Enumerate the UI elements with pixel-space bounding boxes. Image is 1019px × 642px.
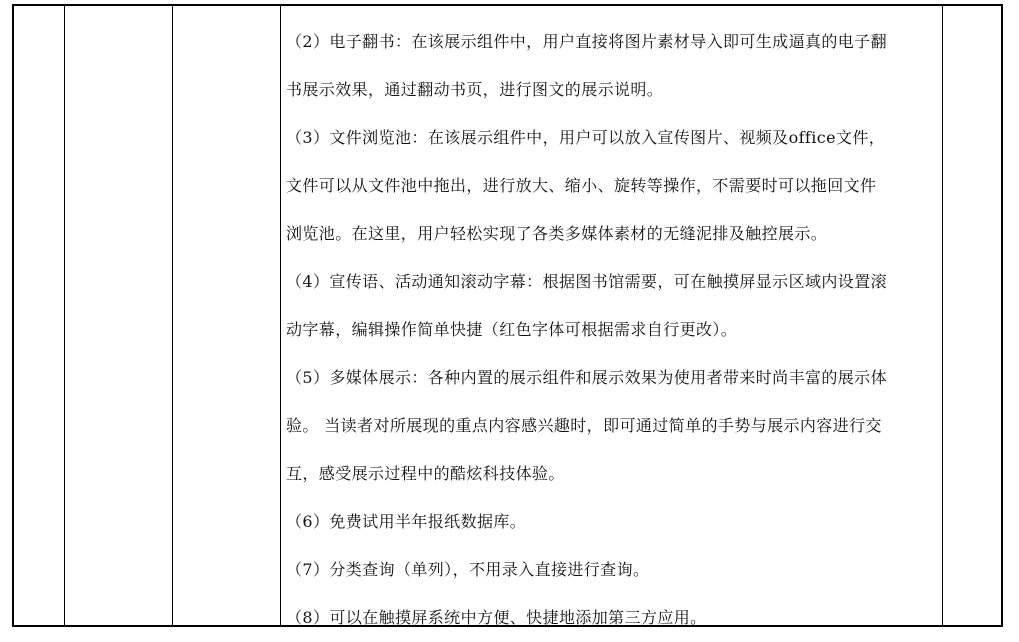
text-line: 互，感受展示过程中的酷炫科技体验。 [286,464,565,483]
text-line: （7）分类查询（单列），不用录入直接进行查询。 [286,560,650,579]
text-line: 书展示效果，通过翻动书页，进行图文的展示说明。 [286,80,664,99]
text-line: （2）电子翻书：在该展示组件中，用户直接将图片素材导入即可生成逼真的电子翻 [286,32,887,51]
text-line: （3）文件浏览池：在该展示组件中，用户可以放入宣传图片、视频及office文件， [286,128,886,147]
text-line: 文件可以从文件池中拖出，进行放大、缩小、旋转等操作，不需要时可以拖回文件 [286,176,877,195]
text-line: （8）可以在触摸屏系统中方便、快捷地添加第三方应用。 [286,608,707,627]
text-line: （4）宣传语、活动通知滚动字幕：根据图书馆需要，可在触摸屏显示区域内设置滚 [286,272,887,291]
text-line: 验。 当读者对所展现的重点内容感兴趣时，即可通过简单的手势与展示内容进行交 [286,416,882,435]
text-line: （6）免费试用半年报纸数据库。 [286,512,527,531]
text-line: （5）多媒体展示：各种内置的展示组件和展示效果为使用者带来时尚丰富的展示体 [286,368,887,387]
column-divider-3 [280,6,281,625]
text-line: 浏览池。在这里，用户轻松实现了各类多媒体素材的无缝泥排及触控展示。 [286,224,828,243]
column-divider-1 [64,6,65,625]
spec-table [12,4,1003,627]
text-line: 动字幕，编辑操作简单快捷（红色字体可根据需求自行更改）。 [286,320,738,339]
feature-description-cell [282,6,942,625]
column-divider-4 [942,6,943,625]
column-divider-2 [172,6,173,625]
